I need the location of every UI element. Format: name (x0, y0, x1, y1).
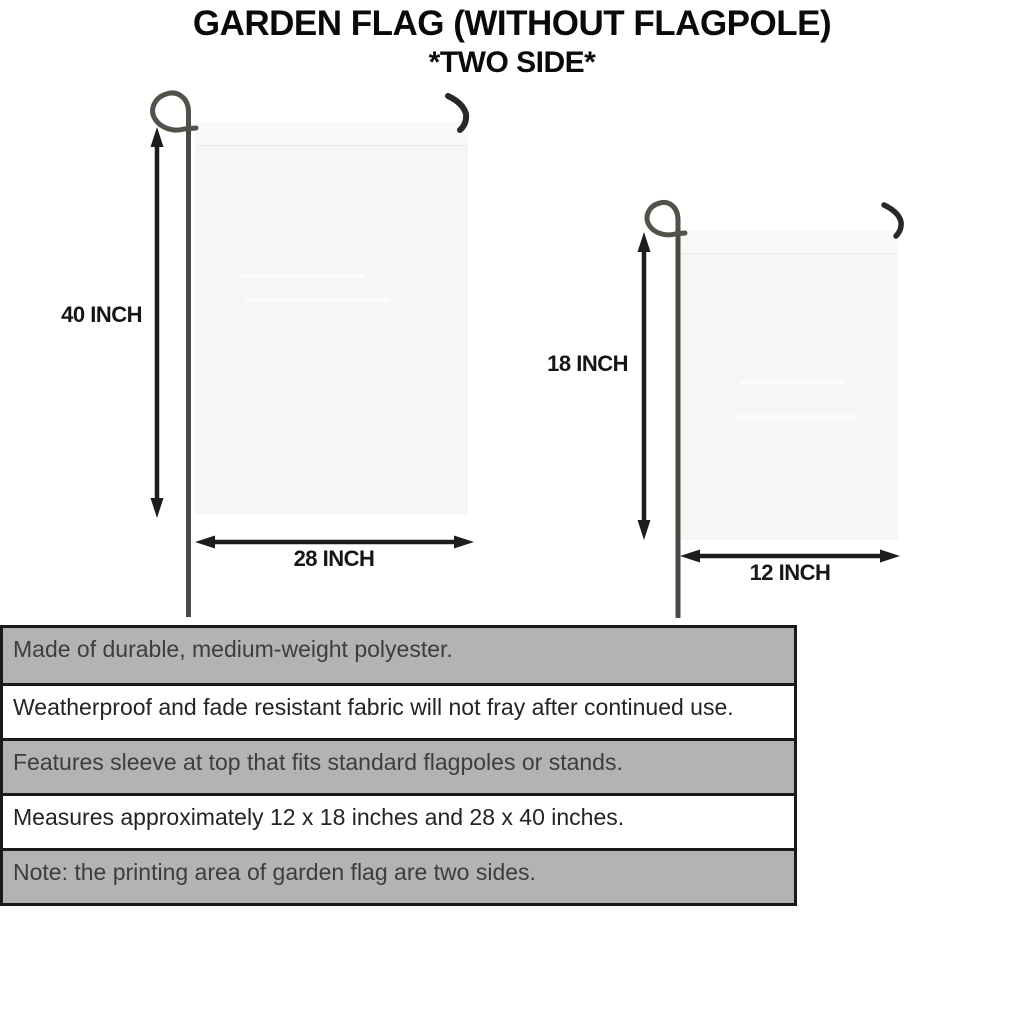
small-flag-sleeve (680, 230, 898, 254)
feature-row (3, 683, 794, 738)
feature-text: Made of durable, medium-weight polyester. (13, 636, 453, 662)
feature-row (3, 738, 794, 793)
flagpole-loop-icon (153, 93, 196, 130)
feature-row (3, 793, 794, 848)
features-table (0, 625, 797, 906)
feature-row (3, 628, 794, 683)
feature-text: Measures approximately 12 x 18 inches and 28 x 40 inches. (13, 804, 625, 830)
large-height-arrow (151, 127, 164, 518)
small-flag-width-label: 12 INCH (749, 560, 831, 585)
feature-row (3, 848, 794, 903)
large-flag-sleeve (195, 122, 468, 146)
large-flag (195, 122, 468, 514)
wrinkle-highlight (240, 274, 365, 278)
wrinkle-highlight (735, 415, 855, 419)
feature-text: Features sleeve at top that fits standard flagpoles or stands. (13, 749, 623, 775)
small-flag (680, 230, 898, 540)
large-flag-width-label: 28 INCH (293, 546, 375, 571)
small-height-arrow (638, 232, 651, 540)
large-flag-height-label: 40 INCH (61, 302, 142, 327)
page-title: GARDEN FLAG (WITHOUT FLAGPOLE) (192, 4, 832, 43)
wrinkle-highlight (740, 380, 845, 384)
page-subtitle: *TWO SIDE* (428, 46, 596, 79)
feature-text: Note: the printing area of garden flag are two sides. (13, 859, 536, 885)
feature-text: Weatherproof and fade resistant fabric will not fray after continued use. (13, 694, 734, 720)
small-flag-height-label: 18 INCH (547, 351, 628, 376)
wrinkle-highlight (245, 298, 390, 302)
